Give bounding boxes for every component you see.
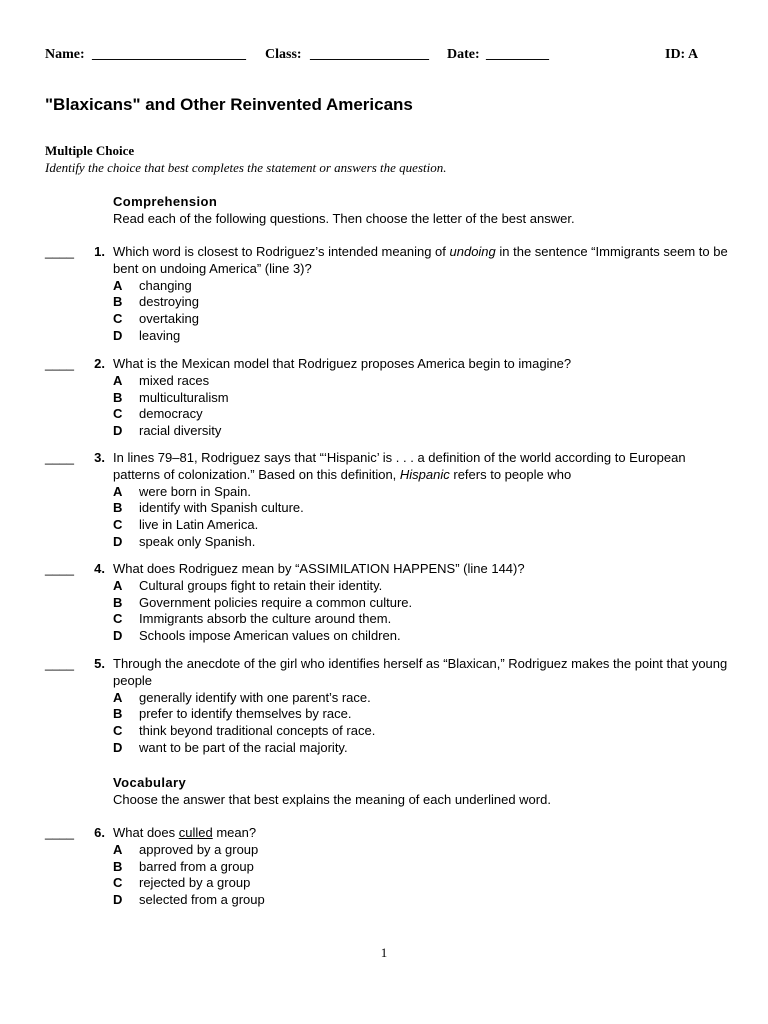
question-stem: Which word is closest to Rodriguez’s intended meaning of undoing in the sentence “Immigrants seem to be bent on undoing America” (line 3)? (113, 244, 728, 276)
choice-c[interactable]: C rejected by a group (113, 875, 251, 891)
choice-a[interactable]: A approved by a group (113, 841, 259, 857)
date-field: _________ (486, 47, 549, 62)
page-title: "Blaxicans" and Other Reinvented Americans (45, 95, 413, 114)
choice-c[interactable]: C think beyond traditional concepts of race. (113, 723, 376, 739)
question-number: 5. (94, 656, 105, 671)
date-label: Date: (447, 47, 480, 62)
choice-b[interactable]: B Government policies require a common culture. (113, 594, 413, 610)
choice-d[interactable]: D leaving (113, 327, 181, 343)
choice-d[interactable]: D Schools impose American values on children. (113, 628, 401, 644)
page-number: 1 (380, 945, 388, 960)
question-number: 4. (94, 561, 105, 576)
question-number: 3. (94, 450, 105, 465)
choice-d[interactable]: D want to be part of the racial majority. (113, 739, 348, 755)
choice-a[interactable]: A mixed races (113, 372, 210, 388)
question-3 (45, 450, 735, 551)
choice-c[interactable]: C Immigrants absorb the culture around them. (113, 611, 392, 627)
answer-blank[interactable]: ____ (45, 450, 74, 465)
id-label: ID: A (665, 47, 699, 62)
choice-c[interactable]: C democracy (113, 406, 203, 422)
question-4 (45, 561, 735, 645)
question-stem: What is the Mexican model that Rodriguez proposes America begin to imagine? (113, 356, 572, 371)
comprehension-instructions: Read each of the following questions. Then choose the letter of the best answer. (113, 211, 575, 226)
choice-b[interactable]: B prefer to identify themselves by race. (113, 706, 352, 722)
vocabulary-instructions: Choose the answer that best explains the meaning of each underlined word. (113, 792, 551, 807)
question-stem: What does culled mean? (113, 825, 257, 840)
choice-b[interactable]: B barred from a group (113, 858, 254, 874)
answer-blank[interactable]: ____ (45, 356, 74, 371)
answer-blank[interactable]: ____ (45, 825, 74, 840)
choice-c[interactable]: C live in Latin America. (113, 517, 259, 533)
class-label: Class: (265, 47, 302, 62)
question-number: 1. (94, 244, 105, 259)
name-label: Name: (45, 47, 85, 62)
question-stem: What does Rodriguez mean by “ASSIMILATION HAPPENS” (line 144)? (113, 561, 525, 576)
name-field: ______________________ (92, 47, 246, 62)
choice-b[interactable]: B identify with Spanish culture. (113, 500, 304, 516)
answer-blank[interactable]: ____ (45, 561, 74, 576)
choice-d[interactable]: D selected from a group (113, 892, 265, 908)
header-bar (45, 47, 705, 67)
class-field: _________________ (310, 47, 429, 62)
question-stem: In lines 79–81, Rodriguez says that “‘Hispanic’ is . . . a definition of the world according to European patterns of colonization.” Based on this definition, Hispanic refers to people who (113, 450, 686, 482)
question-stem: Through the anecdote of the girl who identifies herself as “Blaxican,” Rodriguez makes the point that young people (113, 656, 728, 688)
choice-a[interactable]: A generally identify with one parent’s race. (113, 689, 371, 705)
question-6 (45, 825, 735, 909)
instructions: Identify the choice that best completes the statement or answers the question. (45, 160, 447, 175)
choice-c[interactable]: C overtaking (113, 311, 199, 327)
choice-a[interactable]: A Cultural groups fight to retain their identity. (113, 577, 383, 593)
answer-blank[interactable]: ____ (45, 244, 74, 259)
vocabulary-heading: Vocabulary (113, 775, 187, 790)
choice-d[interactable]: D racial diversity (113, 423, 222, 439)
section-heading-multiple-choice: Multiple Choice (45, 143, 135, 158)
question-2 (45, 356, 735, 440)
underlined-word: culled (178, 825, 213, 840)
choice-b[interactable]: B destroying (113, 294, 199, 310)
question-5 (45, 656, 735, 757)
choice-a[interactable]: A changing (113, 277, 192, 293)
answer-blank[interactable]: ____ (45, 656, 74, 671)
question-number: 6. (94, 825, 105, 840)
comprehension-heading: Comprehension (113, 194, 218, 209)
choice-b[interactable]: B multiculturalism (113, 389, 229, 405)
question-number: 2. (94, 356, 105, 371)
choice-a[interactable]: A were born in Spain. (113, 483, 252, 499)
question-1 (45, 244, 735, 345)
choice-d[interactable]: D speak only Spanish. (113, 533, 256, 549)
